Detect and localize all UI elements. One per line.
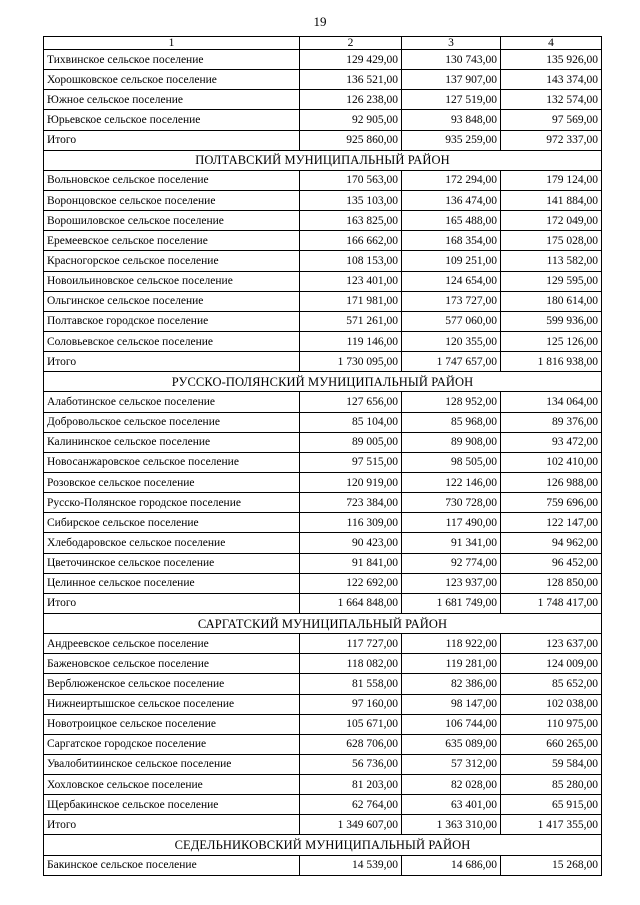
amount-cell: 85 968,00 — [402, 412, 501, 432]
amount-cell: 972 337,00 — [501, 130, 602, 150]
amount-cell: 172 049,00 — [501, 211, 602, 231]
settlement-name: Соловьевское сельское поселение — [44, 331, 300, 351]
settlement-name: Хорошковское сельское поселение — [44, 70, 300, 90]
amount-cell: 97 569,00 — [501, 110, 602, 130]
settlement-row — [44, 533, 602, 553]
amount-cell: 166 662,00 — [300, 231, 402, 251]
amount-cell: 935 259,00 — [402, 130, 501, 150]
amount-cell: 124 009,00 — [501, 654, 602, 674]
total-row — [44, 352, 602, 372]
settlement-name: Красногорское сельское поселение — [44, 251, 300, 271]
settlement-name: Русско-Полянское городское поселение — [44, 493, 300, 513]
settlement-row — [44, 754, 602, 774]
settlement-row — [44, 714, 602, 734]
amount-cell: 91 341,00 — [402, 533, 501, 553]
budget-table — [43, 36, 602, 876]
settlement-row — [44, 513, 602, 533]
amount-cell: 128 850,00 — [501, 573, 602, 593]
settlement-row — [44, 734, 602, 754]
settlement-row — [44, 452, 602, 472]
amount-cell: 1 747 657,00 — [402, 352, 501, 372]
settlement-name: Целинное сельское поселение — [44, 573, 300, 593]
amount-cell: 82 028,00 — [402, 775, 501, 795]
district-header-row — [44, 835, 602, 855]
amount-cell: 123 401,00 — [300, 271, 402, 291]
amount-cell: 93 848,00 — [402, 110, 501, 130]
settlement-name: Алаботинское сельское поселение — [44, 392, 300, 412]
settlement-row — [44, 291, 602, 311]
amount-cell: 94 962,00 — [501, 533, 602, 553]
settlement-row — [44, 493, 602, 513]
settlement-row — [44, 412, 602, 432]
amount-cell: 89 005,00 — [300, 432, 402, 452]
amount-cell: 1 816 938,00 — [501, 352, 602, 372]
table-body — [44, 37, 602, 876]
amount-cell: 136 474,00 — [402, 190, 501, 210]
amount-cell: 173 727,00 — [402, 291, 501, 311]
settlement-row — [44, 110, 602, 130]
settlement-name: Тихвинское сельское поселение — [44, 50, 300, 70]
settlement-row — [44, 694, 602, 714]
amount-cell: 105 671,00 — [300, 714, 402, 734]
amount-cell: 62 764,00 — [300, 795, 402, 815]
amount-cell: 163 825,00 — [300, 211, 402, 231]
amount-cell: 571 261,00 — [300, 311, 402, 331]
total-label: Итого — [44, 593, 300, 613]
amount-cell: 97 515,00 — [300, 452, 402, 472]
settlement-row — [44, 231, 602, 251]
settlement-name: Сибирское сельское поселение — [44, 513, 300, 533]
amount-cell: 660 265,00 — [501, 734, 602, 754]
amount-cell: 165 488,00 — [402, 211, 501, 231]
amount-cell: 120 919,00 — [300, 472, 402, 492]
settlement-name: Юрьевское сельское поселение — [44, 110, 300, 130]
amount-cell: 92 774,00 — [402, 553, 501, 573]
amount-cell: 92 905,00 — [300, 110, 402, 130]
amount-cell: 117 727,00 — [300, 634, 402, 654]
amount-cell: 730 728,00 — [402, 493, 501, 513]
amount-cell: 118 922,00 — [402, 634, 501, 654]
amount-cell: 577 060,00 — [402, 311, 501, 331]
settlement-name: Андреевское сельское поселение — [44, 634, 300, 654]
settlement-name: Добровольское сельское поселение — [44, 412, 300, 432]
settlement-name: Увалобитиинское сельское поселение — [44, 754, 300, 774]
settlement-row — [44, 674, 602, 694]
amount-cell: 90 423,00 — [300, 533, 402, 553]
settlement-row — [44, 70, 602, 90]
amount-cell: 635 089,00 — [402, 734, 501, 754]
amount-cell: 126 988,00 — [501, 472, 602, 492]
amount-cell: 1 681 749,00 — [402, 593, 501, 613]
amount-cell: 1 664 848,00 — [300, 593, 402, 613]
amount-cell: 180 614,00 — [501, 291, 602, 311]
settlement-row — [44, 90, 602, 110]
amount-cell: 123 937,00 — [402, 573, 501, 593]
settlement-row — [44, 211, 602, 231]
amount-cell: 179 124,00 — [501, 170, 602, 190]
amount-cell: 723 384,00 — [300, 493, 402, 513]
amount-cell: 170 563,00 — [300, 170, 402, 190]
amount-cell: 116 309,00 — [300, 513, 402, 533]
amount-cell: 1 730 095,00 — [300, 352, 402, 372]
amount-cell: 168 354,00 — [402, 231, 501, 251]
amount-cell: 1 349 607,00 — [300, 815, 402, 835]
amount-cell: 81 203,00 — [300, 775, 402, 795]
amount-cell: 135 926,00 — [501, 50, 602, 70]
settlement-row — [44, 170, 602, 190]
settlement-row — [44, 311, 602, 331]
settlement-name: Бакинское сельское поселение — [44, 855, 300, 875]
total-label: Итого — [44, 130, 300, 150]
amount-cell: 124 654,00 — [402, 271, 501, 291]
settlement-name: Хлебодаровское сельское поселение — [44, 533, 300, 553]
amount-cell: 175 028,00 — [501, 231, 602, 251]
settlement-row — [44, 472, 602, 492]
amount-cell: 129 595,00 — [501, 271, 602, 291]
amount-cell: 98 147,00 — [402, 694, 501, 714]
total-row — [44, 815, 602, 835]
column-header-row — [44, 37, 602, 50]
settlement-row — [44, 654, 602, 674]
amount-cell: 120 355,00 — [402, 331, 501, 351]
amount-cell: 118 082,00 — [300, 654, 402, 674]
amount-cell: 759 696,00 — [501, 493, 602, 513]
settlement-row — [44, 553, 602, 573]
amount-cell: 91 841,00 — [300, 553, 402, 573]
settlement-name: Новосанжаровское сельское поселение — [44, 452, 300, 472]
amount-cell: 925 860,00 — [300, 130, 402, 150]
amount-cell: 119 281,00 — [402, 654, 501, 674]
amount-cell: 109 251,00 — [402, 251, 501, 271]
amount-cell: 123 637,00 — [501, 634, 602, 654]
amount-cell: 98 505,00 — [402, 452, 501, 472]
column-header: 4 — [501, 37, 602, 50]
settlement-name: Баженовское сельское поселение — [44, 654, 300, 674]
settlement-name: Верблюженское сельское поселение — [44, 674, 300, 694]
amount-cell: 81 558,00 — [300, 674, 402, 694]
amount-cell: 1 363 310,00 — [402, 815, 501, 835]
settlement-row — [44, 190, 602, 210]
settlement-row — [44, 634, 602, 654]
amount-cell: 122 692,00 — [300, 573, 402, 593]
amount-cell: 122 146,00 — [402, 472, 501, 492]
amount-cell: 143 374,00 — [501, 70, 602, 90]
amount-cell: 85 280,00 — [501, 775, 602, 795]
settlement-name: Ольгинское сельское поселение — [44, 291, 300, 311]
amount-cell: 59 584,00 — [501, 754, 602, 774]
amount-cell: 110 975,00 — [501, 714, 602, 734]
amount-cell: 117 490,00 — [402, 513, 501, 533]
column-header: 3 — [402, 37, 501, 50]
amount-cell: 97 160,00 — [300, 694, 402, 714]
district-title: САРГАТСКИЙ МУНИЦИПАЛЬНЫЙ РАЙОН — [44, 613, 602, 633]
settlement-row — [44, 392, 602, 412]
settlement-name: Хохловское сельское поселение — [44, 775, 300, 795]
district-title: РУССКО-ПОЛЯНСКИЙ МУНИЦИПАЛЬНЫЙ РАЙОН — [44, 372, 602, 392]
settlement-row — [44, 573, 602, 593]
amount-cell: 89 908,00 — [402, 432, 501, 452]
settlement-name: Цветочинское сельское поселение — [44, 553, 300, 573]
settlement-row — [44, 271, 602, 291]
amount-cell: 106 744,00 — [402, 714, 501, 734]
amount-cell: 132 574,00 — [501, 90, 602, 110]
column-header: 2 — [300, 37, 402, 50]
settlement-name: Щербакинское сельское поселение — [44, 795, 300, 815]
district-header-row — [44, 372, 602, 392]
amount-cell: 126 238,00 — [300, 90, 402, 110]
total-label: Итого — [44, 815, 300, 835]
amount-cell: 128 952,00 — [402, 392, 501, 412]
settlement-name: Воронцовское сельское поселение — [44, 190, 300, 210]
amount-cell: 172 294,00 — [402, 170, 501, 190]
amount-cell: 1 748 417,00 — [501, 593, 602, 613]
amount-cell: 127 519,00 — [402, 90, 501, 110]
total-row — [44, 130, 602, 150]
settlement-name: Полтавское городское поселение — [44, 311, 300, 331]
district-title: ПОЛТАВСКИЙ МУНИЦИПАЛЬНЫЙ РАЙОН — [44, 150, 602, 170]
amount-cell: 599 936,00 — [501, 311, 602, 331]
amount-cell: 96 452,00 — [501, 553, 602, 573]
amount-cell: 141 884,00 — [501, 190, 602, 210]
amount-cell: 82 386,00 — [402, 674, 501, 694]
column-header: 1 — [44, 37, 300, 50]
settlement-row — [44, 251, 602, 271]
settlement-name: Новотроицкое сельское поселение — [44, 714, 300, 734]
settlement-name: Розовское сельское поселение — [44, 472, 300, 492]
amount-cell: 56 736,00 — [300, 754, 402, 774]
district-header-row — [44, 150, 602, 170]
page-number: 19 — [313, 14, 327, 29]
total-label: Итого — [44, 352, 300, 372]
settlement-name: Ворошиловское сельское поселение — [44, 211, 300, 231]
amount-cell: 15 268,00 — [501, 855, 602, 875]
amount-cell: 129 429,00 — [300, 50, 402, 70]
amount-cell: 1 417 355,00 — [501, 815, 602, 835]
amount-cell: 102 410,00 — [501, 452, 602, 472]
amount-cell: 85 652,00 — [501, 674, 602, 694]
settlement-name: Калининское сельское поселение — [44, 432, 300, 452]
settlement-name: Новоильиновское сельское поселение — [44, 271, 300, 291]
settlement-name: Вольновское сельское поселение — [44, 170, 300, 190]
amount-cell: 137 907,00 — [402, 70, 501, 90]
amount-cell: 108 153,00 — [300, 251, 402, 271]
settlement-row — [44, 50, 602, 70]
amount-cell: 113 582,00 — [501, 251, 602, 271]
amount-cell: 93 472,00 — [501, 432, 602, 452]
amount-cell: 134 064,00 — [501, 392, 602, 412]
amount-cell: 135 103,00 — [300, 190, 402, 210]
amount-cell: 65 915,00 — [501, 795, 602, 815]
total-row — [44, 593, 602, 613]
amount-cell: 57 312,00 — [402, 754, 501, 774]
district-title: СЕДЕЛЬНИКОВСКИЙ МУНИЦИПАЛЬНЫЙ РАЙОН — [44, 835, 602, 855]
amount-cell: 14 686,00 — [402, 855, 501, 875]
settlement-row — [44, 855, 602, 875]
settlement-row — [44, 331, 602, 351]
amount-cell: 102 038,00 — [501, 694, 602, 714]
settlement-name: Саргатское городское поселение — [44, 734, 300, 754]
settlement-row — [44, 432, 602, 452]
amount-cell: 127 656,00 — [300, 392, 402, 412]
amount-cell: 89 376,00 — [501, 412, 602, 432]
amount-cell: 171 981,00 — [300, 291, 402, 311]
amount-cell: 63 401,00 — [402, 795, 501, 815]
settlement-name: Нижнеиртышское сельское поселение — [44, 694, 300, 714]
amount-cell: 136 521,00 — [300, 70, 402, 90]
settlement-row — [44, 795, 602, 815]
amount-cell: 14 539,00 — [300, 855, 402, 875]
amount-cell: 130 743,00 — [402, 50, 501, 70]
settlement-name: Еремеевское сельское поселение — [44, 231, 300, 251]
amount-cell: 122 147,00 — [501, 513, 602, 533]
amount-cell: 125 126,00 — [501, 331, 602, 351]
amount-cell: 119 146,00 — [300, 331, 402, 351]
settlement-row — [44, 775, 602, 795]
district-header-row — [44, 613, 602, 633]
settlement-name: Южное сельское поселение — [44, 90, 300, 110]
amount-cell: 85 104,00 — [300, 412, 402, 432]
amount-cell: 628 706,00 — [300, 734, 402, 754]
